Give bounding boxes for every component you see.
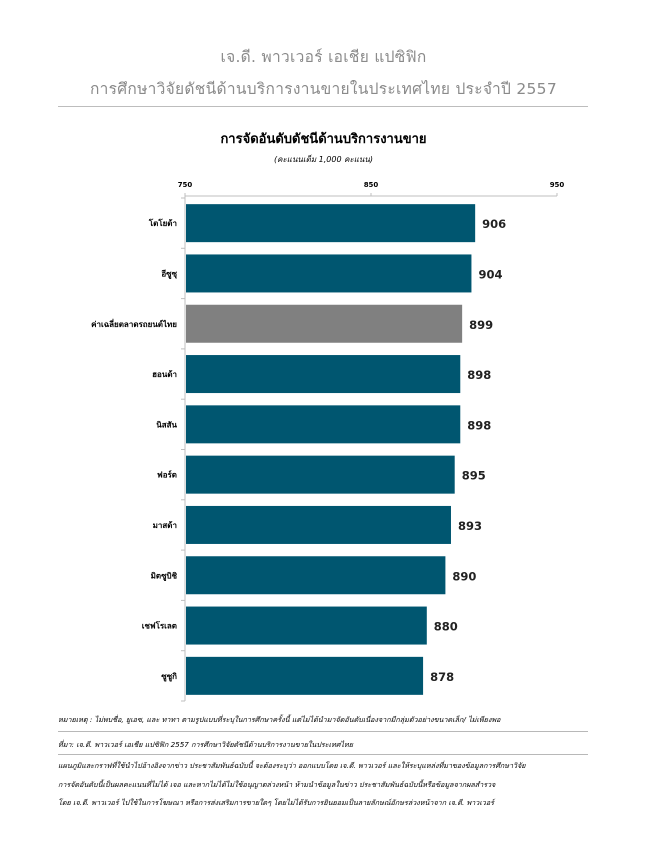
category-label: อีซูซุ [161,269,177,279]
x-tick-label: 950 [549,181,565,189]
data-label: 898 [467,418,492,433]
data-label: 895 [461,468,486,483]
bar [186,456,455,494]
category-label: โตโยต้า [148,219,177,229]
bar [186,556,445,594]
bar [186,506,451,544]
data-label: 893 [457,518,482,533]
bar [186,305,462,343]
bar [186,607,427,645]
category-label: เชฟโรเลต [141,621,177,631]
category-label: ค่าเฉลี่ยตลาดรถยนต์ไทย [91,319,177,329]
source-divider [58,754,588,755]
source-line: ที่มา: เจ.ดี. พาวเวอร์ เอเชีย แปซิฟิก 2557 การศึกษาวิจัยดัชนีด้านบริการงานขายในประเทศไทย [58,740,353,749]
data-label: 904 [478,267,503,282]
report-title-line2: การศึกษาวิจัยดัชนีด้านบริการงานขายในประเทศไทย ประจำปี 2557 [89,80,557,98]
footnote-divider [58,731,588,732]
bar [186,355,460,393]
chart-title: การจัดอันดับดัชนีด้านบริการงานขาย [220,132,427,147]
category-label: นิสสัน [156,420,177,430]
bar [186,657,423,695]
category-label: ฟอร์ด [157,470,177,480]
category-label: ฮอนด้า [152,370,177,380]
category-label: มิตซูบิชิ [150,571,177,581]
category-label: มาสด้า [152,520,177,530]
data-label: 890 [452,569,477,584]
bar [186,254,471,292]
x-tick-label: 850 [363,181,379,189]
data-label: 899 [469,317,494,332]
data-label: 898 [467,368,492,383]
x-tick-label: 750 [177,181,193,189]
chart-subtitle: (คะแนนเต็ม 1,000 คะแนน) [274,155,373,164]
category-label: ซูซูกิ [161,671,177,681]
disclaimer-line: การจัดอันดับนี้เป็นผลคะแนนที่ไม่ได้ เจอ และหากไม่ได้ไม่ใช้อนุญาตล่วงหน้า ห้ามนำข้อมูลในข่าว ประชาสัมพันธ์ฉบับนี้หรือข้อมูลจากผลสำรวจ [58,779,496,789]
disclaimer-line: โดย เจ.ดี. พาวเวอร์ ไปใช้ในการโฆษณา หรือการส่งเสริมการขายใดๆ โดยไม่ได้รับการยินยอมเป็นลายลักษณ์อักษรล่วงหน้าจาก เจ.ดี. พาวเวอร์ [58,798,495,807]
data-label: 878 [430,669,455,684]
footnote: หมายเหตุ : ไม่พบชื่อ, ยูเอซ, และ ทาทา ตามรูปแบบที่ระบุในการศึกษาครั้งนี้ แต่ไม่ได้นำมาจัดอันดับเนื่องจากมีกลุ่มตัวอย่างขนาดเล็ก/ ไม่เพียงพอ [58,715,501,724]
bar [186,405,460,443]
report-title-line1: เจ.ดี. พาวเวอร์ เอเชีย แปซิฟิก [220,48,427,66]
disclaimer-line: แผนภูมิและกราฟที่ใช้นำไปอ้างอิงจากข่าว ประชาสัมพันธ์ฉบับนี้ จะต้องระบุว่า ออกแบบโดย เจ.ดี. พาวเวอร์ และให้ระบุแหล่งที่มาของข้อมูลการศึกษาวิจัย [58,761,526,770]
data-label: 880 [433,619,458,634]
bar [186,204,475,242]
data-label: 906 [482,217,507,232]
disclaimer [58,757,588,813]
